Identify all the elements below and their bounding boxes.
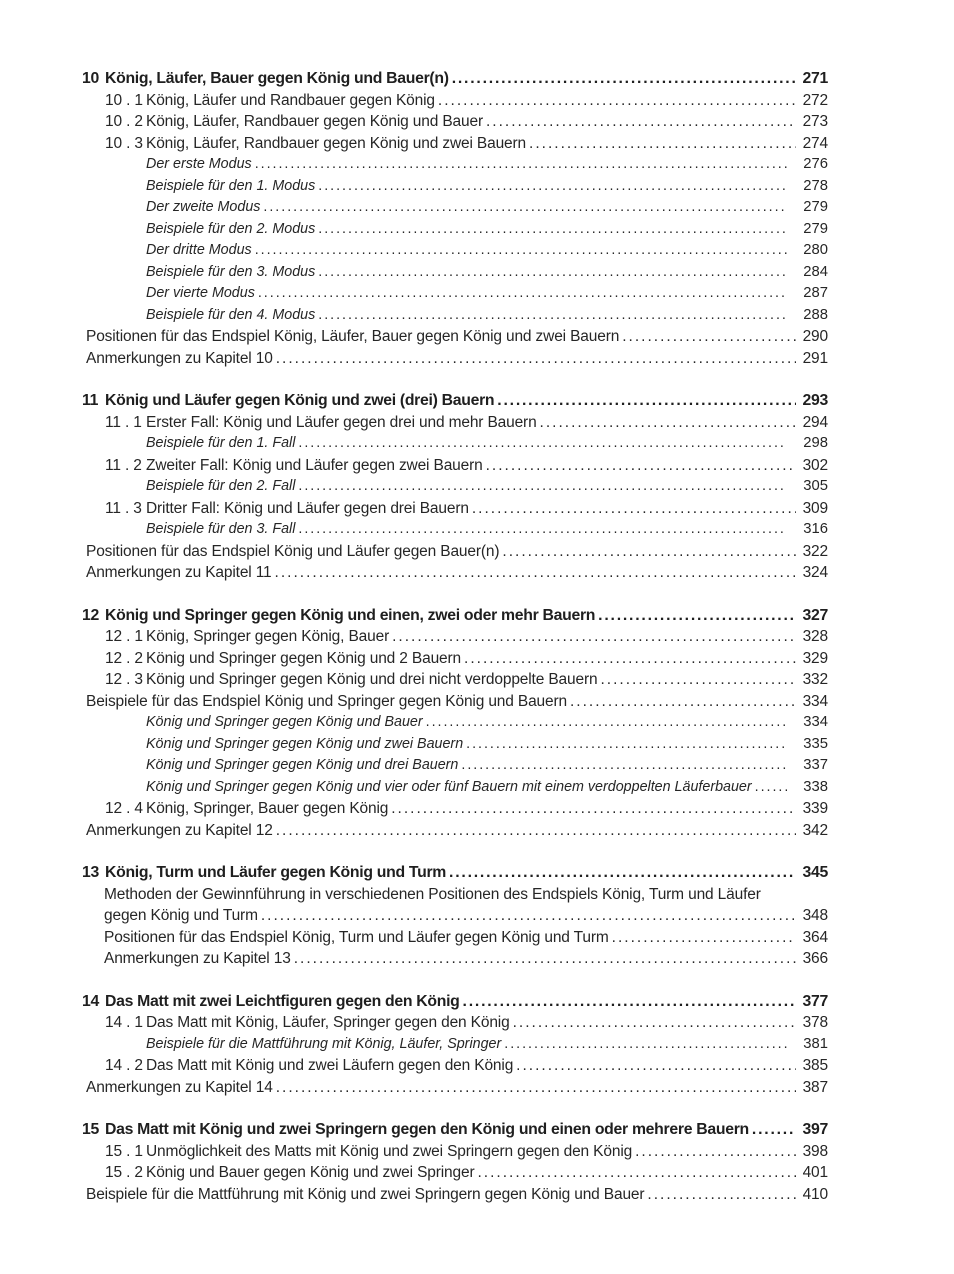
entry-label: Das Matt mit König und zwei Springern gegen den König und einen oder mehrere Bauern (105, 1121, 749, 1138)
entry-label: König und Springer gegen König und Bauer (146, 714, 423, 730)
toc-entry-row (82, 90, 828, 112)
toc-entry-row (82, 755, 828, 777)
entry-label: Positionen für das Endspiel König, Läufer, Bauer gegen König und zwei Bauern (86, 328, 620, 345)
dot-leader (516, 1055, 796, 1077)
entry-page-number: 284 (803, 263, 828, 280)
entry-page-number: 279 (803, 199, 828, 215)
entry-page-number: 274 (802, 134, 828, 152)
dot-leader (318, 305, 787, 327)
dot-leader (752, 1119, 796, 1141)
entry-label: Anmerkungen zu Kapitel 13 (104, 950, 291, 967)
entry-label: Das Matt mit zwei Leichtfiguren gegen den König (105, 992, 460, 1010)
entry-number: 10 (82, 70, 99, 87)
entry-label: Positionen für das Endspiel König und Läufer gegen Bauer(n) (86, 542, 500, 560)
toc-entry-row (82, 777, 828, 799)
entry-page-number: 387 (802, 1078, 828, 1096)
entry-label: König und Springer gegen König und 2 Bauern (146, 649, 461, 667)
dot-leader (276, 820, 796, 842)
entry-page-number: 328 (802, 628, 828, 645)
dot-leader (318, 219, 787, 241)
toc-entry-row (82, 154, 828, 176)
dot-leader (318, 176, 787, 198)
toc-entry-row (82, 197, 828, 219)
entry-page-number: 305 (803, 478, 828, 494)
entry-number: 13 (82, 864, 99, 881)
entry-label: König und Springer gegen König und zwei Bauern (146, 735, 464, 752)
dot-leader (755, 777, 787, 799)
dot-leader (504, 1034, 787, 1056)
entry-label: Das Matt mit König und zwei Läufern gegen den König (146, 1057, 514, 1074)
entry-label: Beispiele für die Mattführung mit König und zwei Springern gegen König und Bauer (86, 1185, 645, 1203)
dot-leader (502, 541, 796, 563)
toc-entry-row (82, 433, 828, 455)
entry-label: Positionen für das Endspiel König, Turm und Läufer gegen König und Turm (104, 928, 609, 946)
dot-leader (261, 905, 796, 927)
entry-page-number: 335 (803, 735, 828, 752)
toc-entry-row (82, 283, 828, 305)
dot-leader (622, 326, 796, 348)
entry-page-number: 278 (803, 177, 828, 194)
toc-chapter-row (82, 862, 828, 884)
toc-entry-row (82, 562, 828, 584)
toc-entry-row (82, 648, 828, 670)
entry-number: 12 . 2 (105, 649, 143, 667)
entry-label: Der zweite Modus (146, 199, 261, 215)
toc-entry-row (82, 1141, 828, 1163)
entry-label: Beispiele für den 2. Modus (146, 220, 316, 237)
dot-leader (466, 734, 787, 756)
entry-label: König und Bauer gegen König und zwei Springer (146, 1164, 475, 1181)
entry-number: 12 . 3 (105, 671, 143, 688)
dot-leader (464, 648, 796, 670)
entry-page-number: 271 (802, 70, 828, 87)
toc-entry-row (82, 712, 828, 734)
dot-leader (529, 133, 796, 155)
entry-label: Anmerkungen zu Kapitel 12 (86, 821, 273, 839)
entry-label: König, Läufer, Randbauer gegen König und Bauer (146, 113, 483, 130)
entry-page-number: 324 (802, 564, 828, 581)
toc-entry-row (82, 519, 828, 541)
dot-leader (513, 1012, 796, 1034)
dot-leader (540, 412, 796, 434)
toc-entry-row (82, 412, 828, 434)
entry-page-number: 334 (802, 692, 828, 710)
toc-entry-row (82, 240, 828, 262)
entry-page-number: 401 (802, 1164, 828, 1181)
dot-leader (463, 991, 796, 1013)
dot-leader (276, 1077, 796, 1099)
dot-leader (461, 755, 787, 777)
entry-page-number: 327 (802, 606, 828, 624)
entry-number: 15 . 2 (105, 1164, 143, 1181)
dot-leader (486, 111, 796, 133)
entry-number: 10 . 1 (105, 91, 143, 109)
dot-leader (600, 669, 796, 691)
dot-leader (298, 476, 787, 498)
toc-entry-row (82, 133, 828, 155)
entry-page-number: 398 (802, 1142, 828, 1160)
entry-label: Beispiele für den 2. Fall (146, 478, 296, 494)
toc-entry-row (82, 219, 828, 241)
toc-entry-row (82, 176, 828, 198)
dot-leader (472, 498, 796, 520)
toc-entry-row (82, 1012, 828, 1034)
toc-chapter-14 (82, 991, 828, 1099)
entry-label: Das Matt mit König, Läufer, Springer gegen den König (146, 1014, 510, 1031)
toc-entry-row (82, 905, 828, 927)
dot-leader (258, 283, 787, 305)
toc (82, 68, 828, 1205)
entry-page-number: 410 (802, 1185, 828, 1203)
entry-page-number: 339 (802, 800, 828, 817)
dot-leader (318, 262, 787, 284)
entry-label: König, Turm und Läufer gegen König und Turm (105, 864, 447, 881)
entry-label: Dritter Fall: König und Läufer gegen drei Bauern (146, 499, 469, 517)
entry-page-number: 280 (803, 242, 828, 258)
entry-page-number: 366 (802, 950, 828, 967)
dot-leader (438, 90, 796, 112)
entry-page-number: 298 (803, 435, 828, 451)
entry-label: Anmerkungen zu Kapitel 11 (86, 564, 272, 581)
toc-chapter-13 (82, 862, 828, 970)
entry-page-number: 288 (803, 306, 828, 323)
dot-leader (294, 948, 796, 970)
entry-number: 15 (82, 1121, 99, 1138)
toc-entry-row (82, 1077, 828, 1099)
toc-entry-row (82, 691, 828, 713)
dot-leader (449, 862, 796, 884)
entry-label: Unmöglichkeit des Matts mit König und zwei Springern gegen den König (146, 1142, 633, 1160)
dot-leader (497, 390, 796, 412)
dot-leader (276, 348, 796, 370)
entry-label: Beispiele für den 4. Modus (146, 306, 316, 323)
toc-entry-row (82, 1055, 828, 1077)
toc-entry-row (82, 541, 828, 563)
dot-leader (452, 68, 796, 90)
entry-label: Anmerkungen zu Kapitel 10 (86, 349, 273, 367)
entry-label: König, Läufer und Randbauer gegen König (146, 91, 435, 109)
entry-page-number: 287 (803, 285, 828, 301)
toc-entry-row (82, 1034, 828, 1056)
entry-page-number: 345 (802, 864, 828, 881)
dot-leader (298, 519, 787, 541)
entry-number: 14 . 2 (105, 1057, 143, 1074)
entry-page-number: 293 (802, 392, 828, 409)
toc-entry-row (82, 948, 828, 970)
entry-number: 14 (82, 992, 99, 1010)
entry-page-number: 397 (802, 1121, 828, 1138)
toc-entry-row (82, 498, 828, 520)
entry-page-number: 385 (802, 1057, 828, 1074)
toc-entry-row (82, 669, 828, 691)
entry-page-number: 334 (803, 714, 828, 730)
entry-label: Der vierte Modus (146, 285, 255, 301)
toc-entry-row (82, 884, 828, 906)
dot-leader (426, 712, 787, 734)
entry-page-number: 279 (803, 220, 828, 237)
entry-label: Der dritte Modus (146, 242, 252, 258)
dot-leader (612, 927, 796, 949)
dot-leader (647, 1184, 796, 1206)
entry-page-number: 273 (802, 113, 828, 130)
dot-leader (598, 605, 796, 627)
entry-page-number: 338 (803, 778, 828, 795)
entry-page-number: 381 (803, 1035, 828, 1052)
toc-entry-row (82, 927, 828, 949)
toc-entry-row (82, 111, 828, 133)
entry-label: Beispiele für den 3. Fall (146, 521, 296, 537)
entry-page-number: 337 (803, 757, 828, 773)
entry-page-number: 322 (802, 542, 828, 560)
entry-label: König und Läufer gegen König und zwei (drei) Bauern (105, 392, 495, 409)
entry-number: 10 . 3 (105, 134, 143, 152)
entry-label: König und Springer gegen König und drei nicht verdoppelte Bauern (146, 671, 598, 688)
entry-label: Zweiter Fall: König und Läufer gegen zwei Bauern (146, 456, 483, 474)
toc-entry-row (82, 455, 828, 477)
entry-label: Methoden der Gewinnführung in verschiedenen Positionen des Endspiels König, Turm und Läufer (104, 885, 761, 903)
entry-number: 12 (82, 606, 99, 624)
entry-label: Beispiele für das Endspiel König und Springer gegen König und Bauern (86, 692, 567, 710)
entry-label: gegen König und Turm (104, 907, 258, 924)
entry-number: 11 (82, 392, 99, 409)
toc-chapter-15 (82, 1119, 828, 1205)
toc-chapter-row (82, 605, 828, 627)
entry-label: Beispiele für die Mattführung mit König, Läufer, Springer (146, 1035, 502, 1052)
entry-page-number: 276 (803, 156, 828, 172)
entry-label: König, Springer gegen König, Bauer (146, 628, 390, 645)
entry-label: Anmerkungen zu Kapitel 14 (86, 1078, 273, 1096)
entry-page-number: 272 (802, 91, 828, 109)
entry-page-number: 329 (802, 649, 828, 667)
toc-entry-row (82, 476, 828, 498)
toc-chapter-12 (82, 605, 828, 842)
dot-leader (392, 626, 796, 648)
toc-entry-row (82, 262, 828, 284)
entry-label: König, Springer, Bauer gegen König (146, 800, 389, 817)
toc-entry-row (82, 348, 828, 370)
toc-chapter-10 (82, 68, 828, 369)
entry-label: Beispiele für den 3. Modus (146, 263, 316, 280)
dot-leader (570, 691, 796, 713)
entry-label: König und Springer gegen König und einen, zwei oder mehr Bauern (105, 606, 596, 624)
entry-page-number: 309 (802, 499, 828, 517)
entry-number: 11 . 3 (105, 499, 142, 517)
entry-label: Beispiele für den 1. Modus (146, 177, 316, 194)
entry-label: König, Läufer, Bauer gegen König und Bauer(n) (105, 70, 449, 87)
entry-page-number: 342 (802, 821, 828, 839)
dot-leader (391, 798, 796, 820)
entry-page-number: 378 (802, 1014, 828, 1031)
dot-leader (255, 240, 787, 262)
entry-page-number: 294 (802, 413, 828, 431)
entry-label: Erster Fall: König und Läufer gegen drei und mehr Bauern (146, 413, 537, 431)
toc-chapter-11 (82, 390, 828, 584)
entry-number: 14 . 1 (105, 1014, 143, 1031)
entry-label: Beispiele für den 1. Fall (146, 435, 296, 451)
entry-number: 11 . 2 (105, 456, 142, 474)
dot-leader (477, 1162, 796, 1184)
toc-entry-row (82, 734, 828, 756)
toc-chapter-row (82, 390, 828, 412)
entry-number: 10 . 2 (105, 113, 143, 130)
toc-entry-row (82, 305, 828, 327)
toc-entry-row (82, 326, 828, 348)
entry-page-number: 291 (802, 349, 828, 367)
toc-entry-row (82, 820, 828, 842)
dot-leader (298, 433, 787, 455)
toc-entry-row (82, 1162, 828, 1184)
entry-number: 11 . 1 (105, 413, 142, 431)
toc-entry-row (82, 1184, 828, 1206)
entry-page-number: 302 (802, 456, 828, 474)
entry-label: Der erste Modus (146, 156, 252, 172)
entry-page-number: 332 (802, 671, 828, 688)
dot-leader (263, 197, 787, 219)
entry-number: 12 . 1 (105, 628, 143, 645)
entry-page-number: 348 (802, 907, 828, 924)
toc-entry-row (82, 626, 828, 648)
entry-page-number: 377 (802, 992, 828, 1010)
dot-leader (275, 562, 796, 584)
dot-leader (255, 154, 787, 176)
dot-leader (635, 1141, 796, 1163)
toc-chapter-row (82, 1119, 828, 1141)
dot-leader (486, 455, 796, 477)
toc-chapter-row (82, 68, 828, 90)
toc-chapter-row (82, 991, 828, 1013)
entry-number: 15 . 1 (105, 1142, 143, 1160)
entry-page-number: 316 (803, 521, 828, 537)
entry-page-number: 364 (802, 928, 828, 946)
entry-label: König, Läufer, Randbauer gegen König und zwei Bauern (146, 134, 526, 152)
entry-page-number: 290 (802, 328, 828, 345)
entry-label: König und Springer gegen König und drei Bauern (146, 757, 459, 773)
entry-label: König und Springer gegen König und vier oder fünf Bauern mit einem verdoppelten Läuferbauer (146, 778, 752, 795)
entry-number: 12 . 4 (105, 800, 143, 817)
toc-entry-row (82, 798, 828, 820)
